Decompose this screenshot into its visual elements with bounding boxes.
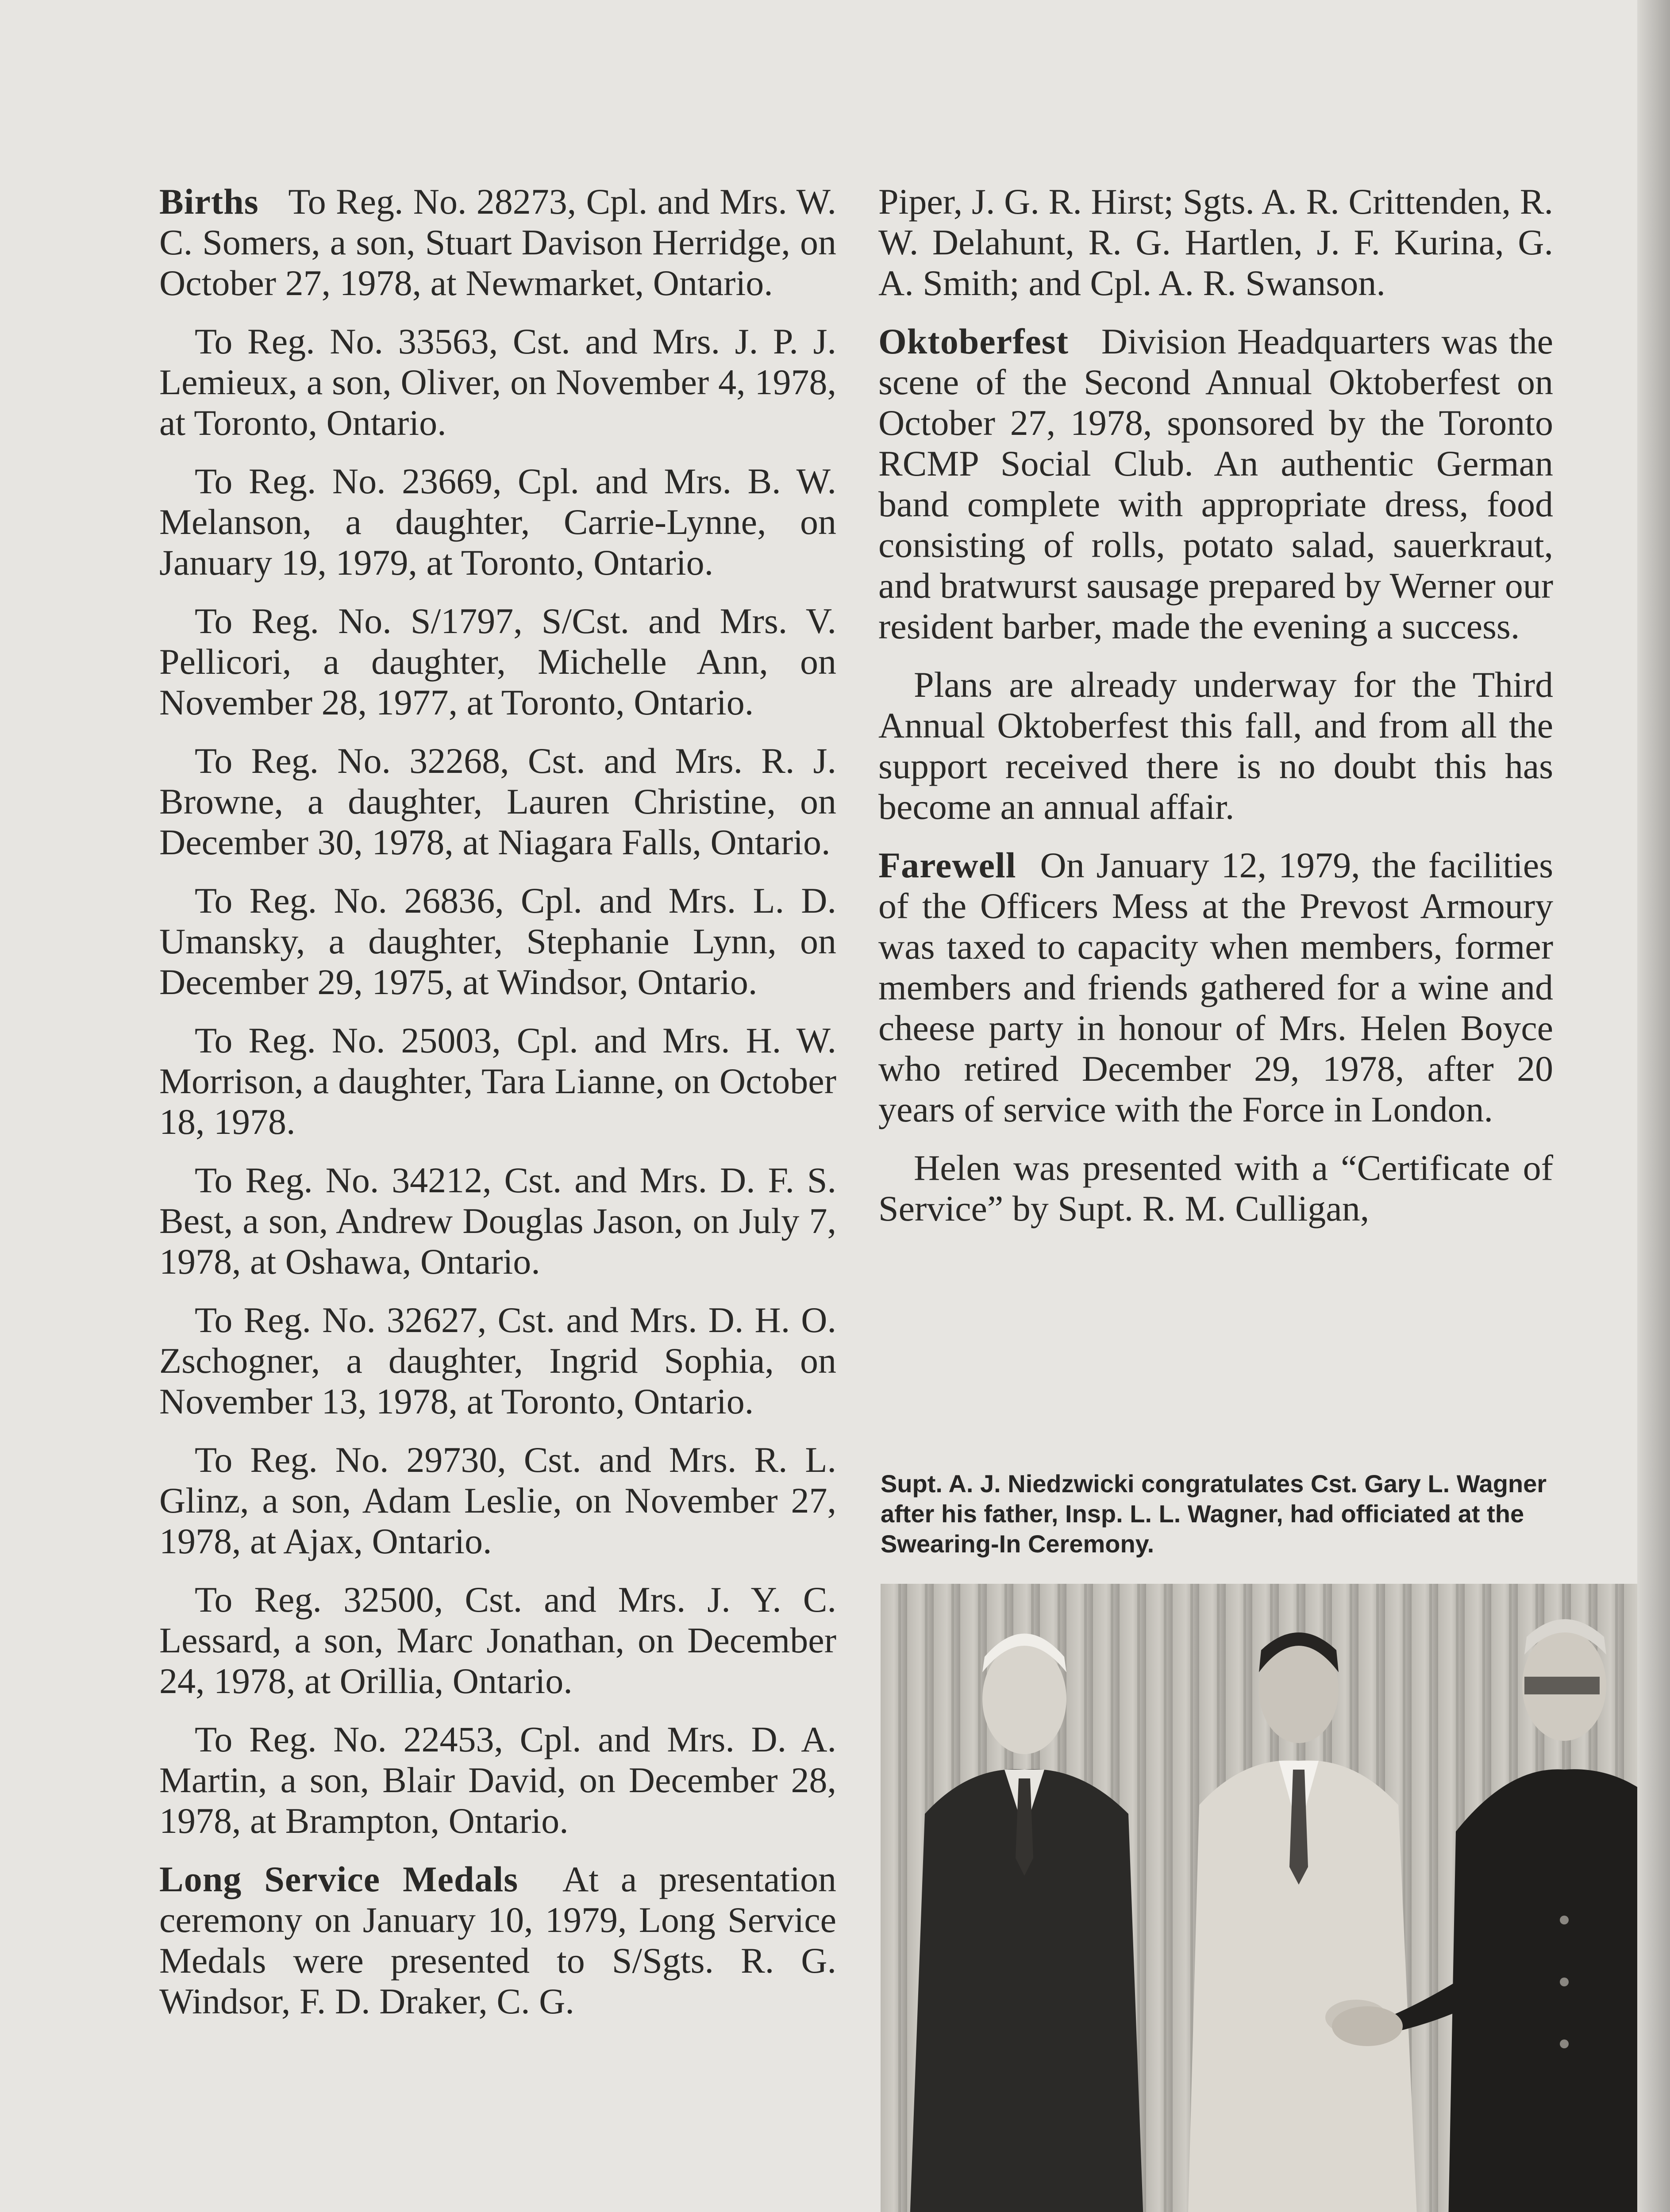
long-service-medals-paragraph	[159, 1859, 836, 2022]
medals-continued-text: Piper, J. G. R. Hirst; Sgts. A. R. Crittenden, R. W. Delahunt, R. G. Hartlen, J. F. Kurina, G. A. Smith; and Cpl. A. R. Swanson.	[878, 181, 1553, 303]
birth-entry: To Reg. No. 22453, Cpl. and Mrs. D. A. Martin, a son, Blair David, on December 28, 1978, at Brampton, Ontario.	[159, 1719, 836, 1841]
helen-paragraph: Helen was presented with a “Certificate of Service” by Supt. R. M. Culligan,	[878, 1148, 1553, 1229]
birth-entry: To Reg. No. 28273, Cpl. and Mrs. W. C. Somers, a son, Stuart Davison Herridge, on October 27, 1978, at Newmarket, Ontario.	[159, 181, 836, 303]
births-heading: Births	[159, 181, 259, 222]
handshake	[1332, 2006, 1403, 2046]
birth-entry: To Reg. No. 32627, Cst. and Mrs. D. H. O. Zschogner, a daughter, Ingrid Sophia, on November 13, 1978, at Toronto, Ontario.	[159, 1300, 836, 1421]
oktoberfest-paragraph	[878, 321, 1553, 647]
oktoberfest-heading: Oktoberfest	[878, 321, 1069, 361]
birth-entry: To Reg. No. 29730, Cst. and Mrs. R. L. Glinz, a son, Adam Leslie, on November 27, 1978, at Ajax, Ontario.	[159, 1440, 836, 1561]
birth-entry: To Reg. No. 32268, Cst. and Mrs. R. J. Browne, a daughter, Lauren Christine, on December 30, 1978, at Niagara Falls, Ontario.	[159, 741, 836, 862]
birth-entry: To Reg. 32500, Cst. and Mrs. J. Y. C. Lessard, a son, Marc Jonathan, on December 24, 1978, at Orillia, Ontario.	[159, 1579, 836, 1701]
birth-entry: To Reg. No. 26836, Cpl. and Mrs. L. D. Umansky, a daughter, Stephanie Lynn, on December 29, 1975, at Windsor, Ontario.	[159, 880, 836, 1002]
right-column	[878, 181, 1553, 1247]
farewell-heading: Farewell	[878, 845, 1016, 885]
long-service-medals-heading: Long Service Medals	[159, 1859, 519, 1899]
photo-caption: Supt. A. J. Niedzwicki congratulates Cst. Gary L. Wagner after his father, Insp. L. L. Wagner, had officiated at the Swearing-In Ceremony.	[881, 1470, 1547, 1558]
birth-entry: To Reg. No. S/1797, S/Cst. and Mrs. V. Pellicori, a daughter, Michelle Ann, on November 28, 1977, at Toronto, Ontario.	[159, 601, 836, 722]
birth-entry: To Reg. No. 34212, Cst. and Mrs. D. F. S. Best, a son, Andrew Douglas Jason, on July 7, 1978, at Oshawa, Ontario.	[159, 1160, 836, 1282]
farewell-text: On January 12, 1979, the facilities of the Officers Mess at the Prevost Armoury was taxed to capacity when members, former members and friends gathered for a wine and cheese party in honour of Mrs. Helen Boyce who retired December 29, 1978, after 20 years of service with the Force in London.	[878, 845, 1553, 1129]
ceremony-photo	[881, 1584, 1670, 2212]
page-edge-shadow	[1637, 0, 1670, 2212]
left-column	[159, 181, 836, 2039]
birth-entry: To Reg. No. 23669, Cpl. and Mrs. B. W. Melanson, a daughter, Carrie-Lynne, on January 19, 1979, at Toronto, Ontario.	[159, 461, 836, 583]
births-first-entry	[159, 181, 836, 303]
birth-entry: To Reg. No. 25003, Cpl. and Mrs. H. W. Morrison, a daughter, Tara Lianne, on October 18, 1978.	[159, 1020, 836, 1142]
plans-paragraph: Plans are already underway for the Third Annual Oktoberfest this fall, and from all the support received there is no doubt this has become an annual affair.	[878, 664, 1553, 827]
oktoberfest-text: Division Headquarters was the scene of the Second Annual Oktoberfest on October 27, 1978, sponsored by the Toronto RCMP Social Club. An authentic German band complete with appropriate dress, food consisting of rolls, potato salad, sauerkraut, and bratwurst sausage prepared by Werner our resident barber, made the evening a success.	[878, 321, 1553, 646]
long-service-medals-text: At a presentation ceremony on January 10, 1979, Long Service Medals were presented to S/Sgts. R. G. Windsor, F. D. Draker, C. G.	[159, 1859, 836, 2021]
farewell-paragraph	[878, 845, 1553, 1130]
birth-entry: To Reg. No. 33563, Cst. and Mrs. J. P. J. Lemieux, a son, Oliver, on November 4, 1978, at Toronto, Ontario.	[159, 321, 836, 443]
